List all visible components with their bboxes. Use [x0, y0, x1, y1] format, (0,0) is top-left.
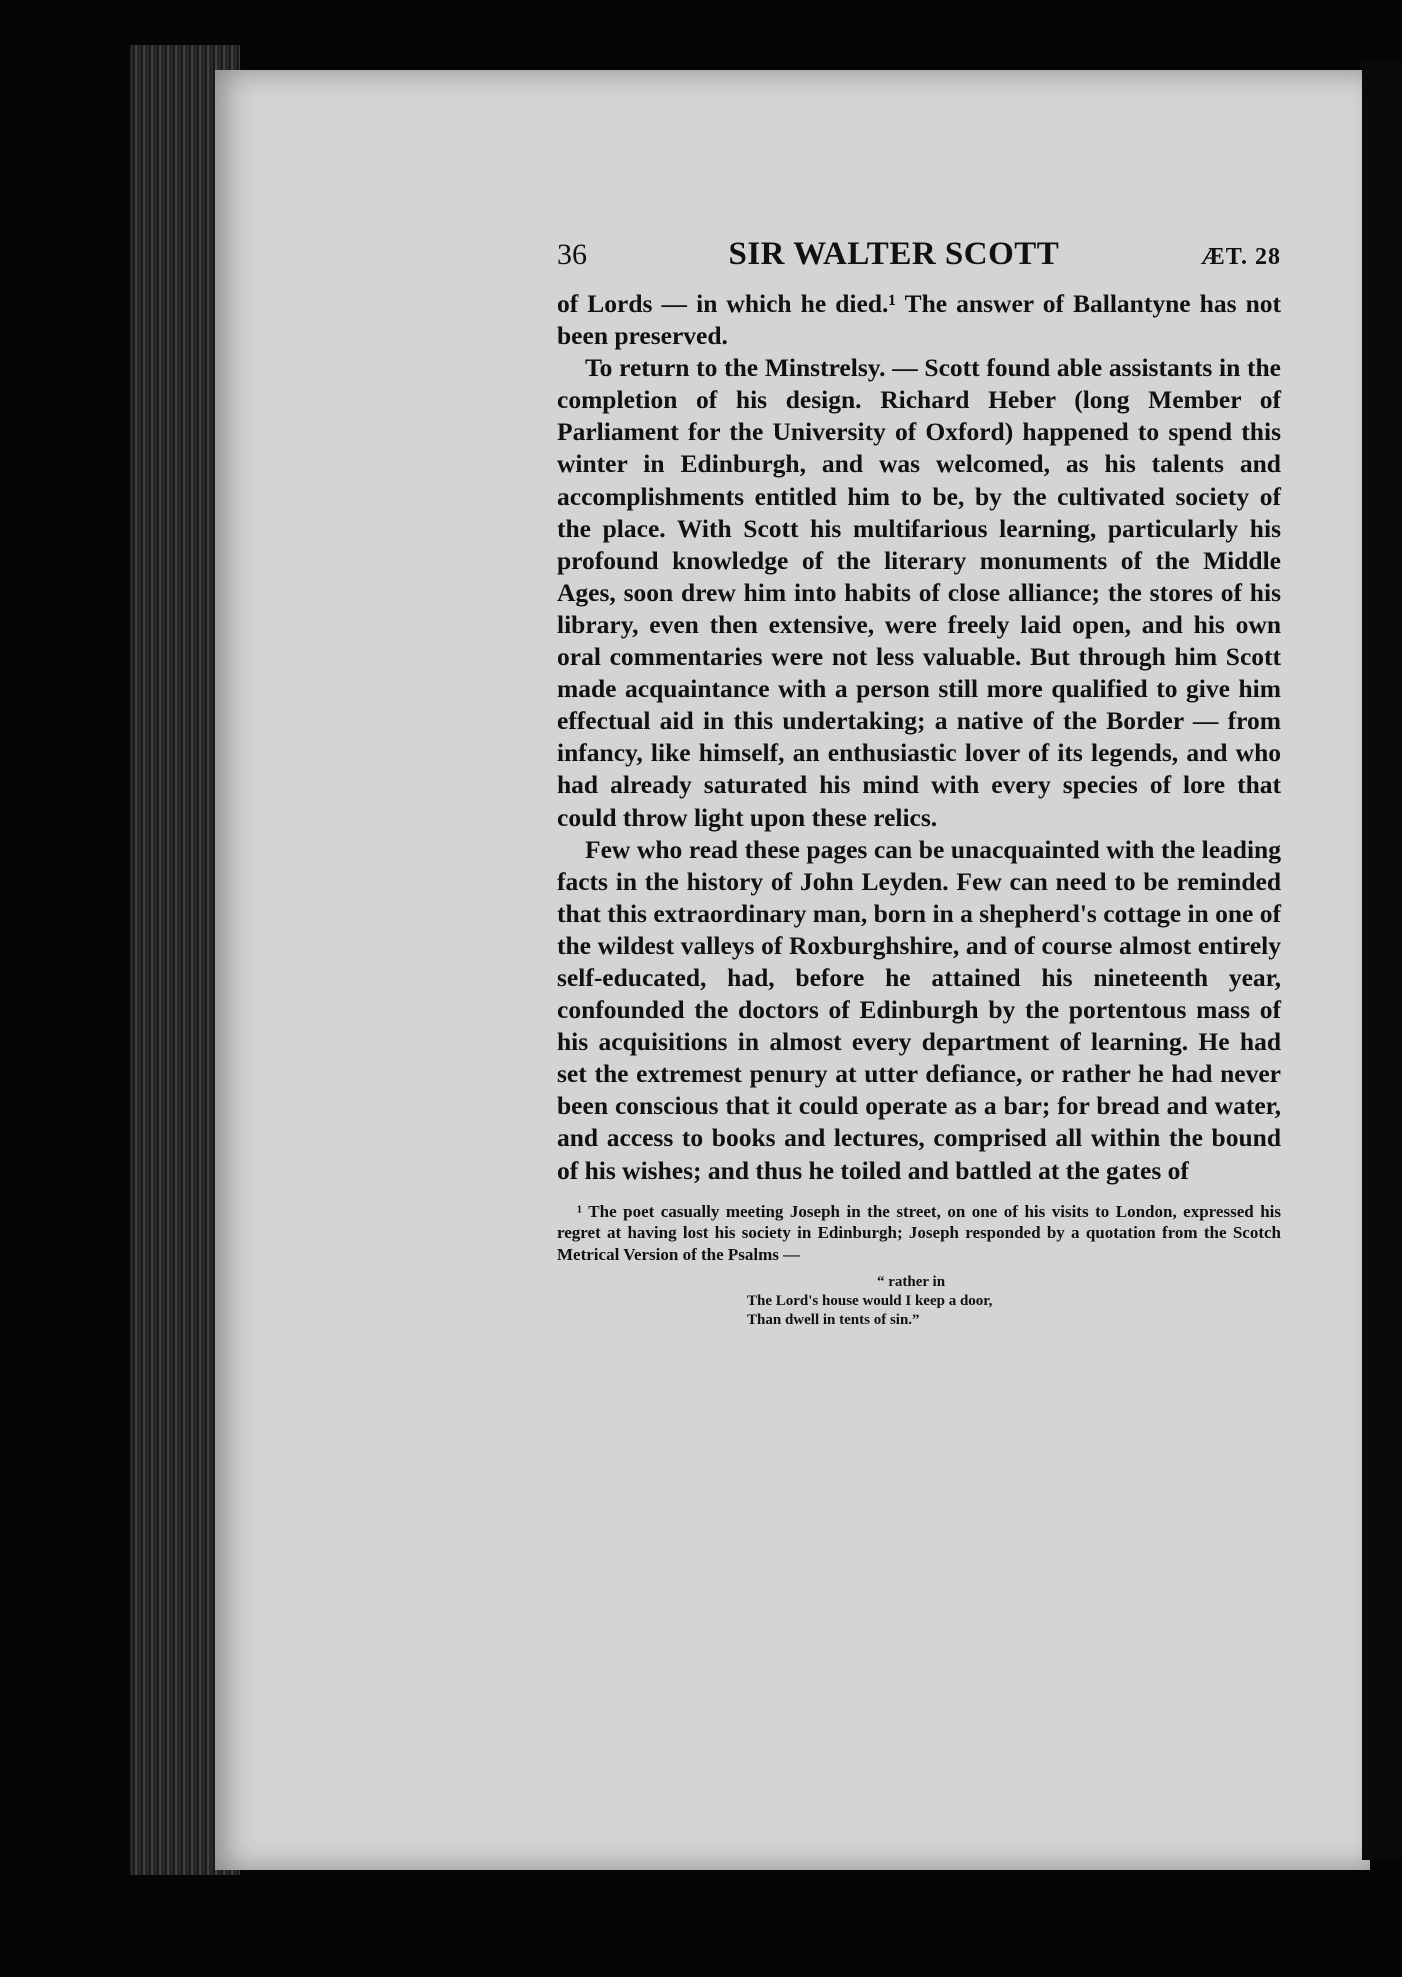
verse-line: The Lord's house would I keep a door,	[747, 1293, 993, 1310]
running-age: ÆT. 28	[1200, 244, 1281, 270]
body-text	[557, 288, 1281, 1187]
footnote-verse	[747, 1273, 1281, 1330]
paragraph-minstrelsy: To return to the Minstrelsy. — Scott found able assistants in the completion of his design. Richard Heber (long Member of Parliament for the University of Oxford) happened to spend this winter in Edinburgh, and was welcomed, as his talents and accomplishments entitled him to be, by the cultivated society of the place. With Scott his multifarious learning, particularly his profound knowledge of the literary monuments of the Middle Ages, soon drew him into habits of close alliance; the stores of his library, even then extensive, were freely laid open, and his own oral commentaries were not less valuable. But through him Scott made acquaintance with a person still more qualified to give him effectual aid in this undertaking; a native of the Border — from infancy, like himself, an enthusiastic lover of its legends, and who had already saturated his mind with every species of lore that could throw light upon these relics.	[557, 353, 1281, 832]
verse-line: Than dwell in tents of sin.”	[747, 1312, 920, 1329]
running-title: SIR WALTER SCOTT	[728, 236, 1060, 272]
verse-line: “ rather in	[877, 1274, 946, 1291]
paragraph-continued: of Lords — in which he died.¹ The answer of Ballantyne has not been preserved.	[557, 289, 1281, 351]
paragraph-leyden: Few who read these pages can be unacquainted with the leading facts in the history of John Leyden. Few can need to be reminded that this extraordinary man, born in a shepherd's cottage in one of the wildest valleys of Roxburghshire, and of course almost entirely self-educated, had, before he attained his nineteenth year, confounded the doctors of Edinburgh by the portentous mass of his acquisitions in almost every department of learning. He had set the extremest penury at utter defiance, or rather he had never been conscious that it could operate as a bar; for bread and water, and access to books and lectures, comprised all within the bound of his wishes; and thus he toiled and battled at the gates of	[557, 834, 1281, 1185]
page-number: 36	[557, 238, 587, 271]
footnote: ¹ The poet casually meeting Joseph in the street, on one of his visits to London, expressed his regret at having lost his society in Edinburgh; Joseph responded by a quotation from the Scotch Metrical Version of the Psalms —	[557, 1201, 1281, 1264]
running-header	[557, 236, 1281, 286]
scan-shadow	[1362, 60, 1402, 1860]
page-content	[557, 236, 1281, 1330]
